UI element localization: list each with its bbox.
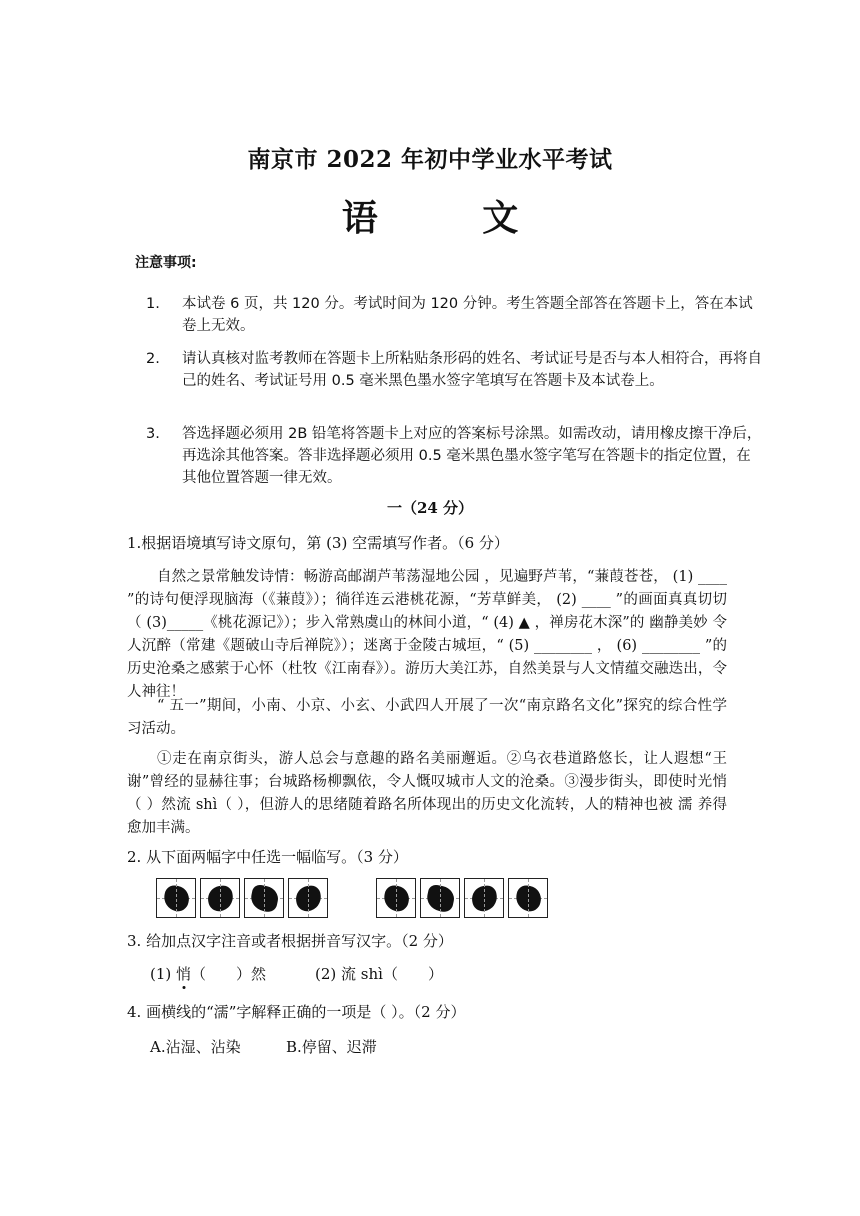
question-1: 1.根据语境填写诗文原句，第 (3) 空需填写作者。（6 分） [127, 534, 509, 552]
question-2: 2. 从下面两幅字中任选一幅临写。（3 分） [127, 848, 408, 866]
notice-number: 1. [146, 296, 160, 312]
subject-title: 语 文 [341, 197, 565, 239]
calligraphy-box [156, 878, 196, 918]
notice-item-2 [146, 348, 762, 392]
q4-option-b: B.停留、迟滞 [286, 1038, 377, 1056]
notice-item-3 [146, 423, 762, 489]
question-4: 4. 画横线的“濡”字解释正确的一项是（ ）。（2 分） [127, 1003, 466, 1021]
section-title: 一（24 分） [386, 499, 474, 517]
calligraphy-character-icon [425, 883, 457, 913]
activity-intro: “ 五一”期间，小南、小京、小玄、小武四人开展了一次“南京路名文化”探究的综合性学习活动。 [127, 698, 727, 737]
notice-number: 3. [146, 426, 160, 442]
calligraphy-character-icon [382, 884, 412, 914]
calligraphy-box [200, 878, 240, 918]
calligraphy-character-icon [514, 884, 544, 914]
calligraphy-character-icon [294, 884, 322, 912]
notice-text: 答选择题必须用 2B 铅笔将答题卡上对应的答案标号涂黑。如需改动，请用橡皮擦干净后，再选涂其他答案。答非选择题必须用 0.5 毫米黑色墨水签字笔写在答题卡的指定位置，在其他位置答题一律无效。 [182, 426, 762, 486]
q3-part-2: (2) 流 shì（ ） [315, 965, 443, 983]
calligraphy-box [464, 878, 504, 918]
question-3: 3. 给加点汉字注音或者根据拼音写汉字。（2 分） [127, 932, 453, 950]
notice-number: 2. [146, 351, 160, 367]
notice-item-1 [146, 293, 762, 337]
calligraphy-box [288, 878, 328, 918]
calligraphy-character-icon [206, 884, 234, 912]
calligraphy-character-icon [470, 884, 498, 912]
q3-part-1 [150, 963, 266, 984]
q3-part1-suffix: （ ）然 [191, 965, 267, 983]
notice-heading: 注意事项: [135, 255, 197, 271]
q4-option-a: A.沾湿、沾染 [150, 1038, 241, 1056]
dotted-character: 悄 [176, 965, 192, 983]
calligraphy-box [508, 878, 548, 918]
calligraphy-character-icon [162, 884, 192, 914]
q3-part1-prefix: (1) [150, 965, 177, 983]
notice-text: 请认真核对监考教师在答题卡上所粘贴条形码的姓名、考试证号是否与本人相符合，再将自己的姓名、考试证号用 0.5 毫米黑色墨水签字笔填写在答题卡及本试卷上。 [182, 351, 762, 389]
activity-passage: ①走在南京街头，游人总会与意趣的路名美丽邂逅。②乌衣巷道路悠长，让人遐想“王谢”曾经的显赫往事；台城路杨柳飘依，令人慨叹城市人文的沧桑。③漫步街头，即使时光悄 （ ）然流 shì（ ），但游人的思绪随着路名所体现出的历史文化流转，人的精神也被 濡 养得愈加丰满。 [127, 751, 727, 836]
exam-title: 南京市 2022 年初中学业水平考试 [247, 146, 613, 173]
poetry-passage: 自然之景常触发诗情：畅游高邮湖芦苇荡湿地公园 ，见遍野芦苇，“蒹葭苍苍， (1) ____ ”的诗句便浮现脑海（《蒹葭》）；徜徉连云港桃花源，“芳草鲜美， (2) ____ ”的画面真真切切（ (3)_____《桃花源记》）；步入常熟虞山的林间小道，“ (4) ▲ ，禅房花木深”的 幽静美妙 令人沉醉（常建《题破山寺后禅院》）；迷离于金陵古城垣，“ (5) ________ ， (6) ________ ”的历史沧桑之感萦于心怀（杜牧《江南春》）。游历大美江苏，自然美景与人文情蕴交融迭出，令人神往！ [127, 569, 727, 700]
notice-text: 本试卷 6 页，共 120 分。考试时间为 120 分钟。考生答题全部答在答题卡上，答在本试卷上无效。 [182, 296, 753, 334]
calligraphy-character-icon [249, 883, 281, 913]
calligraphy-box [376, 878, 416, 918]
calligraphy-box [244, 878, 284, 918]
calligraphy-box [420, 878, 460, 918]
